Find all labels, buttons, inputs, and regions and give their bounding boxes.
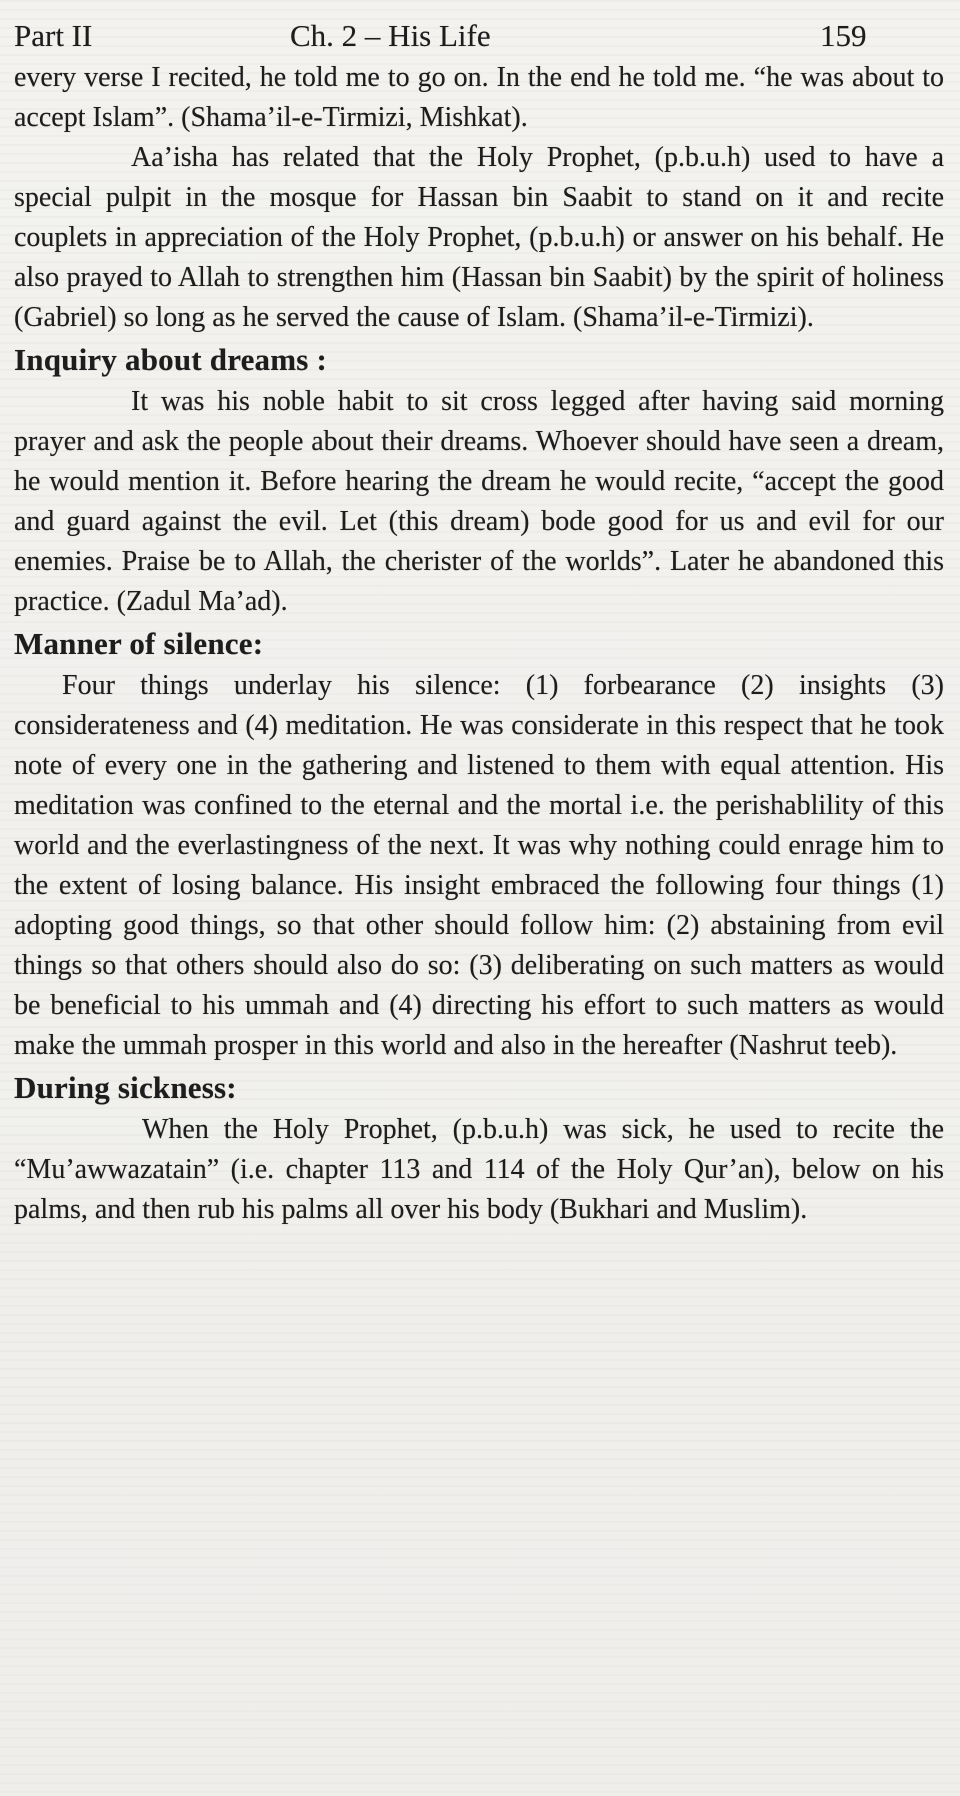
paragraph-dreams-habit: It was his noble habit to sit cross legged after having said morning prayer and ask the people about their dreams. Whoever should have seen a dream, he would mention it. Before hearing the dream he would recite, “accept the good and guard against the evil. Let (this dream) bode good for us and evil for our enemies. Praise be to Allah, the cherister of the worlds”. Later he abandoned this practice. (Zadul Ma’ad). [14, 386, 944, 617]
header-part-label: Part II [14, 18, 93, 53]
heading-manner-of-silence: Manner of silence: [14, 626, 264, 661]
header-chapter-title: Ch. 2 – His Life [290, 18, 491, 53]
page-header [14, 14, 944, 58]
heading-inquiry-about-dreams: Inquiry about dreams : [14, 342, 328, 377]
paragraph-four-things-silence: Four things underlay his silence: (1) forbearance (2) insights (3) considerateness and (4) meditation. He was considerate in this respect that he took note of every one in the gathering and listened to them with equal attention. His meditation was confined to the eternal and the mortal i.e. the perishablility of this world and the everlastingness of the next. It was why nothing could enrage him to the extent of losing balance. His insight embraced the following four things (1) adopting good things, so that other should follow him: (2) abstaining from evil things so that others should also do so: (3) deliberating on such matters as would be beneficial to his ummah and (4) directing his effort to such matters as would make the ummah prosper in this world and also in the hereafter (Nashrut teeb). [14, 670, 944, 1061]
heading-during-sickness: During sickness: [14, 1070, 237, 1105]
paragraph-aaisha-pulpit: Aa’isha has related that the Holy Prophet, (p.b.u.h) used to have a special pulpit in the mosque for Hassan bin Saabit to stand on it and recite couplets in appreciation of the Holy Prophet, (p.b.u.h) or answer on his behalf. He also prayed to Allah to strengthen him (Hassan bin Saabit) by the spirit of holiness (Gabriel) so long as he served the cause of Islam. (Shama’il-e-Tirmizi). [14, 142, 944, 333]
paragraph-accept-islam: every verse I recited, he told me to go on. In the end he told me. “he was about to accept Islam”. (Shama’il-e-Tirmizi, Mishkat). [14, 62, 944, 133]
paragraph-sickness-recitation: When the Holy Prophet, (p.b.u.h) was sick, he used to recite the “Mu’awwazatain” (i.e. chapter 113 and 114 of the Holy Qur’an), below on his palms, and then rub his palms all over his body (Bukhari and Muslim). [14, 1114, 944, 1225]
header-page-number: 159 [820, 18, 867, 53]
